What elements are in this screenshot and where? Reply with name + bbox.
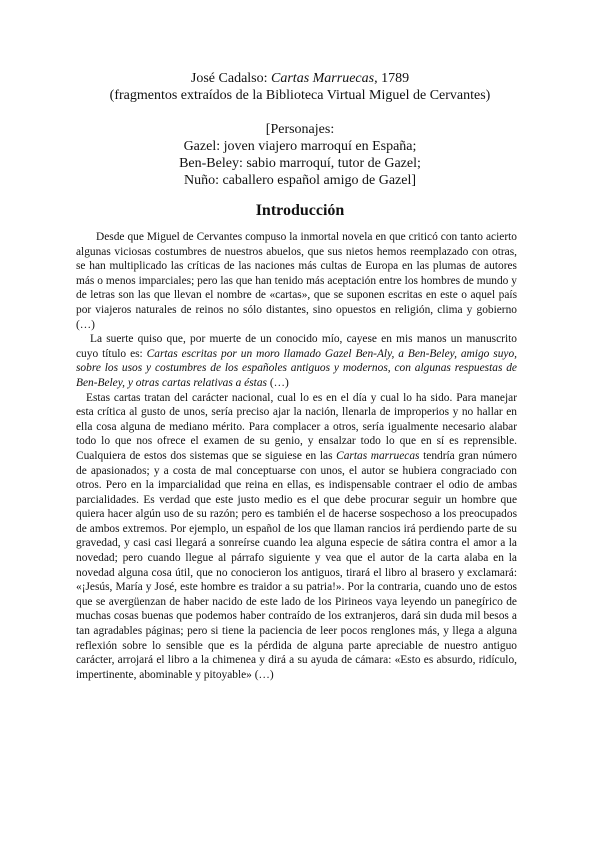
work-title: Cartas Marruecas — [271, 71, 375, 86]
characters-heading: [Personajes: — [265, 122, 335, 137]
body-text — [76, 230, 517, 682]
character-gazel: Gazel: joven viajero marroquí en España; — [183, 139, 417, 154]
document-header — [0, 70, 600, 104]
paragraph-3 — [76, 391, 517, 683]
book-title-ref: Cartas marruecas — [336, 449, 420, 462]
paragraph-1: Desde que Miguel de Cervantes compuso la inmortal novela en que criticó con tanto acierto algunas viciosas costumbres de nuestros abuelos, que sus nietos hemos reemplazado con otras, se han multiplicado las críticas de las naciones más cultas de Europa en las plumas de autores más o menos imparciales; pero las que han tenido más aceptación entre los hombres de mundo y de letras son las que llevan el nombre de «cartas», que se suponen escritas en este o aquel país por viajeros naturales de reinos no sólo distantes, sino opuestos en religión, clima y gobierno (…) — [76, 231, 517, 331]
section-title: Introducción — [255, 202, 345, 219]
publication-year: , 1789 — [374, 71, 410, 86]
paragraph-2-start: La suerte quiso que, por muerte de un conocido mío, cayese en mis manos un manuscrito cuyo título es: — [76, 333, 517, 360]
character-ben-beley: Ben-Beley: sabio marroquí, tutor de Gazel; — [179, 156, 421, 171]
paragraph-3-end: tendría gran número de apasionados; y a costa de mal conceptuarse con unos, el autor se hubiera congraciado con otros. Pero en la imparcialidad que reina en ellas, es indispensable contraer el odio de ambas parcialidades. Es verdad que este justo medio es el que debe procurar seguir un hombre que quiera hacer algún uso de su razón; pero es también el de hacerse sospechoso a los preocupados de ambos extremos. Por ejemplo, un español de los que llaman rancios irá perdiendo parte de su gravedad, y casi casi llegará a sonreírse cuando lea alguna especie de sátira contra el amor a la novedad; pero cuando llegue al párrafo siguiente y vea que el autor de la carta alaba en la novedad alguna cosa útil, que no conocieron los antiguos, tirará el libro al brasero y exclamará: «¡Jesús, María y José, este hombre es traidor a su patria!». Por la contraria, cuando uno de estos que se avergüenzan de haber nacido de este lado de los Pirineos vaya leyendo un panegírico de muchas cosas buenas que podemos haber contraído de los extranjeros, dará sin duda mil besos a tan agradables páginas; pero si tiene la paciencia de leer pocos renglones más, y llega a alguna reflexión sobre lo sensible que es la pérdida de alguna parte apreciable de nuestro antiguo carácter, arrojará el libro a la chimenea y dirá a su ayuda de cámara: «Esto es absurdo, ridículo, impertinente, abominable y pitoyable» (…) — [76, 449, 517, 681]
manuscript-title: Cartas escritas por un moro llamado Gazel Ben-Aly, a Ben-Beley, amigo suyo, sobre los usos y costumbres de los españoles antiguos y modernos, con algunas respuestas de Ben-Beley, y otras cartas relativas a éstas — [76, 347, 518, 389]
paragraph-2-end: (…) — [266, 376, 289, 389]
author-line — [0, 70, 600, 87]
characters-list — [0, 121, 600, 189]
paragraph-2 — [76, 332, 517, 390]
source-note: (fragmentos extraídos de la Biblioteca Virtual Miguel de Cervantes) — [109, 88, 491, 103]
paragraph-3-start: Estas cartas tratan del carácter nacional, cual lo es en el día y cual lo ha sido. Para manejar esta crítica al gusto de unos, sería preciso ajar la nación, llenarla de improperios y no hallar en ella cosa alguna de mediano mérito. Para complacer a otros, sería igualmente necesario alabar todo lo que nos ofrece el examen de su genio, y ensalzar todo lo que en sí es reprensible. Cualquiera de estos dos sistemas que se siguiese en las — [76, 391, 517, 462]
character-nuno: Nuño: caballero español amigo de Gazel] — [183, 173, 417, 188]
author-name: José Cadalso: — [190, 71, 272, 86]
